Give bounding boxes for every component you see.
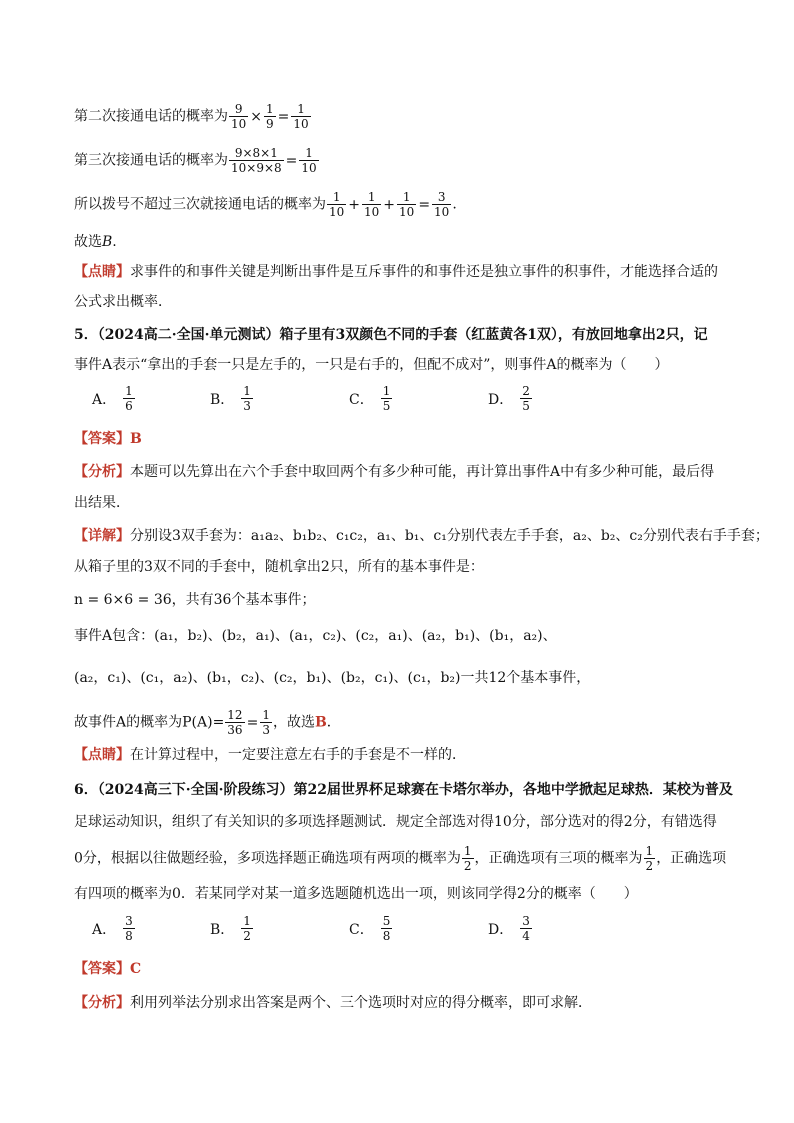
choose-answer-line: 故选B. (74, 234, 117, 250)
question-5-stem: 5．（2024高二·全国·单元测试）箱子里有3双颜色不同的手套（红蓝黄各1双），有放回地拿出2只，记 (74, 327, 708, 343)
fraction: $\frac{1}{10}$ (293, 102, 309, 131)
q5-option-a[interactable]: A． $\frac{1}{6}$ (92, 384, 133, 413)
q6-option-a[interactable]: A． $\frac{3}{8}$ (92, 914, 133, 943)
text: 第二次接通电话的概率为 (74, 108, 228, 125)
fraction: $\frac{1}{5}$ (382, 384, 391, 413)
q5-detail-line-2: 从箱子里的3双不同的手套中，随机拿出2只，所有的基本事件是： (74, 559, 484, 575)
fraction: $\frac{3}{10}$ (434, 190, 450, 219)
fraction: $\frac{3}{4}$ (522, 914, 530, 943)
fraction: $\frac{1}{3}$ (262, 708, 270, 737)
fraction: $\frac{1}{10}$ (301, 146, 317, 175)
q5-option-d[interactable]: D． $\frac{2}{5}$ (488, 384, 530, 413)
fraction: $\frac{1}{10}$ (399, 190, 415, 219)
fraction: $\frac{1}{9}$ (266, 102, 274, 131)
key-point-line-2: 公式求出概率． (74, 294, 172, 310)
fraction: $\frac{1}{3}$ (243, 384, 251, 413)
q5-detail-line-5: (a₂，c₁)、(c₁，a₂)、(b₁，c₂)、(c₂，b₁)、(b₂，c₁)、(c₁，b₂)一共12个基本事件， (74, 670, 591, 686)
fraction: $\frac{1}{6}$ (125, 384, 133, 413)
fraction: $\frac{5}{8}$ (382, 914, 391, 943)
fraction: $\frac{9}{10}$ (231, 102, 247, 131)
second-call-probability-line: 第二次接通电话的概率为 $\frac{9}{10}$ × $\frac{1}{9}$ = $\frac{1}{10}$ (74, 102, 309, 131)
question-5-stem-2: 事件A表示“拿出的手套一只是左手的，一只是右手的，但配不成对”，则事件A的概率为（ ） (74, 357, 669, 373)
question-6-stem-4: 有四项的概率为0．若某同学对某一道多选题随机选出一项，则该同学得2分的概率（ ） (74, 886, 638, 902)
q6-option-b[interactable]: B． $\frac{1}{2}$ (210, 914, 251, 943)
q5-detail-line-6: 故事件A的概率为P(A)= $\frac{12}{36}$ = $\frac{1}{3}$ ，故选B． (74, 708, 341, 737)
fraction: $\frac{9\times 8\times 1}{10\times 9\times 8}$ (231, 146, 282, 175)
third-call-probability-line: 第三次接通电话的概率为 $\frac{9\times 8\times 1}{10\times 9\times 8}$ = $\frac{1}{10}$ (74, 146, 317, 175)
q6-analysis-line: 【分析】利用列举法分别求出答案是两个、三个选项时对应的得分概率，即可求解． (74, 995, 592, 1011)
question-6-stem-3: 0分，根据以往做题经验，多项选择题正确选项有两项的概率为 $\frac{1}{2}$ ，正确选项有三项的概率为 $\frac{1}{2}$ ，正确选项 (74, 844, 727, 873)
fraction: $\frac{1}{2}$ (645, 844, 654, 873)
q5-analysis-line: 【分析】本题可以先算出在六个手套中取回两个有多少种可能，再计算出事件A中有多少种可能，最后得 (74, 464, 715, 480)
fraction: $\frac{1}{2}$ (463, 844, 472, 873)
q5-option-c[interactable]: C． $\frac{1}{5}$ (349, 384, 391, 413)
q5-analysis-line-2: 出结果． (74, 495, 130, 511)
q5-detail-line-4: 事件A包含：(a₁，b₂)、(b₂，a₁)、(a₁，c₂)、(c₂，a₁)、(a₂，b₁)、(b₁，a₂)、 (74, 628, 557, 644)
q6-option-c[interactable]: C． $\frac{5}{8}$ (349, 914, 391, 943)
q5-answer-line: 【答案】B (74, 431, 142, 447)
q5-option-b[interactable]: B． $\frac{1}{3}$ (210, 384, 251, 413)
question-6-stem-2: 足球运动知识，组织了有关知识的多项选择题测试．规定全部选对得10分，部分选对的得2分，有错选得 (74, 814, 717, 830)
q5-detail-line-3: n = 6×6 = 36，共有36个基本事件； (74, 592, 316, 608)
total-probability-line: 所以拨号不超过三次就接通电话的概率为 $\frac{1}{10}$ + $\frac{1}{10}$ + $\frac{1}{10}$ = $\frac{3}{10}$ . (74, 190, 457, 219)
fraction: $\frac{1}{2}$ (243, 914, 251, 943)
q6-option-d[interactable]: D． $\frac{3}{4}$ (488, 914, 530, 943)
fraction: $\frac{1}{10}$ (364, 190, 380, 219)
fraction: $\frac{2}{5}$ (522, 384, 530, 413)
fraction: $\frac{3}{8}$ (125, 914, 133, 943)
q5-detail-line: 【详解】分别设3双手套为：a₁a₂、b₁b₂、c₁c₂，a₁、b₁、c₁分别代表左手手套，a₂、b₂、c₂分别代表右手手套； (74, 528, 769, 544)
fraction: $\frac{1}{10}$ (329, 190, 345, 219)
q6-answer-line: 【答案】C (74, 961, 142, 977)
fraction: $\frac{12}{36}$ (227, 708, 243, 737)
question-6-stem: 6．（2024高三下·全国·阶段练习）第22届世界杯足球赛在卡塔尔举办，各地中学掀起足球热．某校为普及 (74, 782, 733, 798)
key-point-line: 【点睛】求事件的和事件关键是判断出事件是互斥事件的和事件还是独立事件的积事件，才能选择合适的 (74, 264, 718, 280)
q5-key-point-line: 【点睛】在计算过程中，一定要注意左右手的手套是不一样的． (74, 747, 466, 763)
